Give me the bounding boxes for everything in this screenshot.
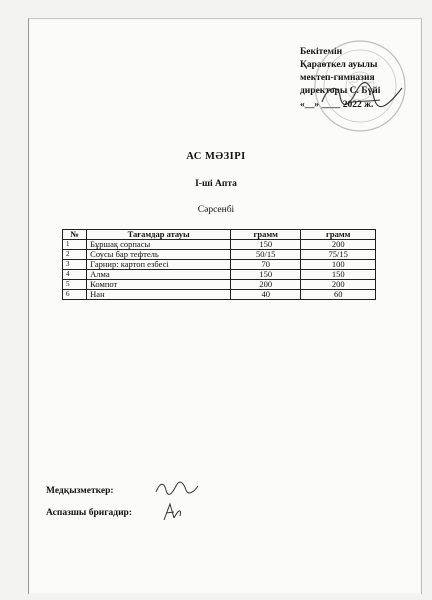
- cook-signature-label: Аспазшы бригадир:: [46, 508, 132, 518]
- table-header-row: [63, 230, 376, 240]
- portion-gram-2: 75/15: [301, 250, 376, 260]
- nurse-signature-label: Медқызметкер:: [46, 486, 114, 496]
- week-label: І-ші Апта: [195, 179, 237, 189]
- approval-line: мектеп-гимназия: [300, 73, 375, 83]
- row-number: 6: [63, 290, 87, 300]
- row-number: 5: [63, 280, 87, 290]
- approval-block: [300, 46, 380, 112]
- row-number: 1: [63, 240, 87, 250]
- dish-name: Соусы бар тефтель: [87, 250, 231, 260]
- portion-gram-2: 100: [301, 260, 376, 270]
- dish-name: Нан: [87, 290, 231, 300]
- column-header-gram-2: грамм: [301, 230, 376, 240]
- table-row: [63, 270, 376, 280]
- approval-line: Қараөткел ауылы: [300, 60, 378, 70]
- dish-name: Алма: [87, 270, 231, 280]
- portion-gram-1: 150: [231, 240, 301, 250]
- table-row: [63, 290, 376, 300]
- portion-gram-1: 40: [231, 290, 301, 300]
- row-number: 4: [63, 270, 87, 280]
- portion-gram-1: 50/15: [231, 250, 301, 260]
- portion-gram-2: 150: [301, 270, 376, 280]
- table-row: [63, 240, 376, 250]
- menu-table: [62, 229, 376, 300]
- dish-name: Бұршақ сорпасы: [87, 240, 231, 250]
- portion-gram-2: 200: [301, 280, 376, 290]
- page-title: АС МӘЗІРІ: [186, 151, 246, 162]
- column-header-gram-1: грамм: [231, 230, 301, 240]
- day-label: Сәрсенбі: [197, 205, 235, 215]
- portion-gram-1: 150: [231, 270, 301, 280]
- dish-name: Компот: [87, 280, 231, 290]
- approval-line: директоры С. Бүйі: [300, 86, 381, 96]
- table-row: [63, 280, 376, 290]
- approval-date: «__» ____ 2022 ж.: [300, 100, 374, 110]
- portion-gram-2: 200: [301, 240, 376, 250]
- approval-line: Бекітемін: [300, 47, 343, 57]
- portion-gram-2: 60: [301, 290, 376, 300]
- column-header-number: №: [63, 230, 87, 240]
- portion-gram-1: 200: [231, 280, 301, 290]
- row-number: 2: [63, 250, 87, 260]
- column-header-dish: Тағамдар атауы: [87, 230, 231, 240]
- dish-name: Гарнир: картоп езбесі: [87, 260, 231, 270]
- portion-gram-1: 70: [231, 260, 301, 270]
- table-row: [63, 250, 376, 260]
- row-number: 3: [63, 260, 87, 270]
- table-row: [63, 260, 376, 270]
